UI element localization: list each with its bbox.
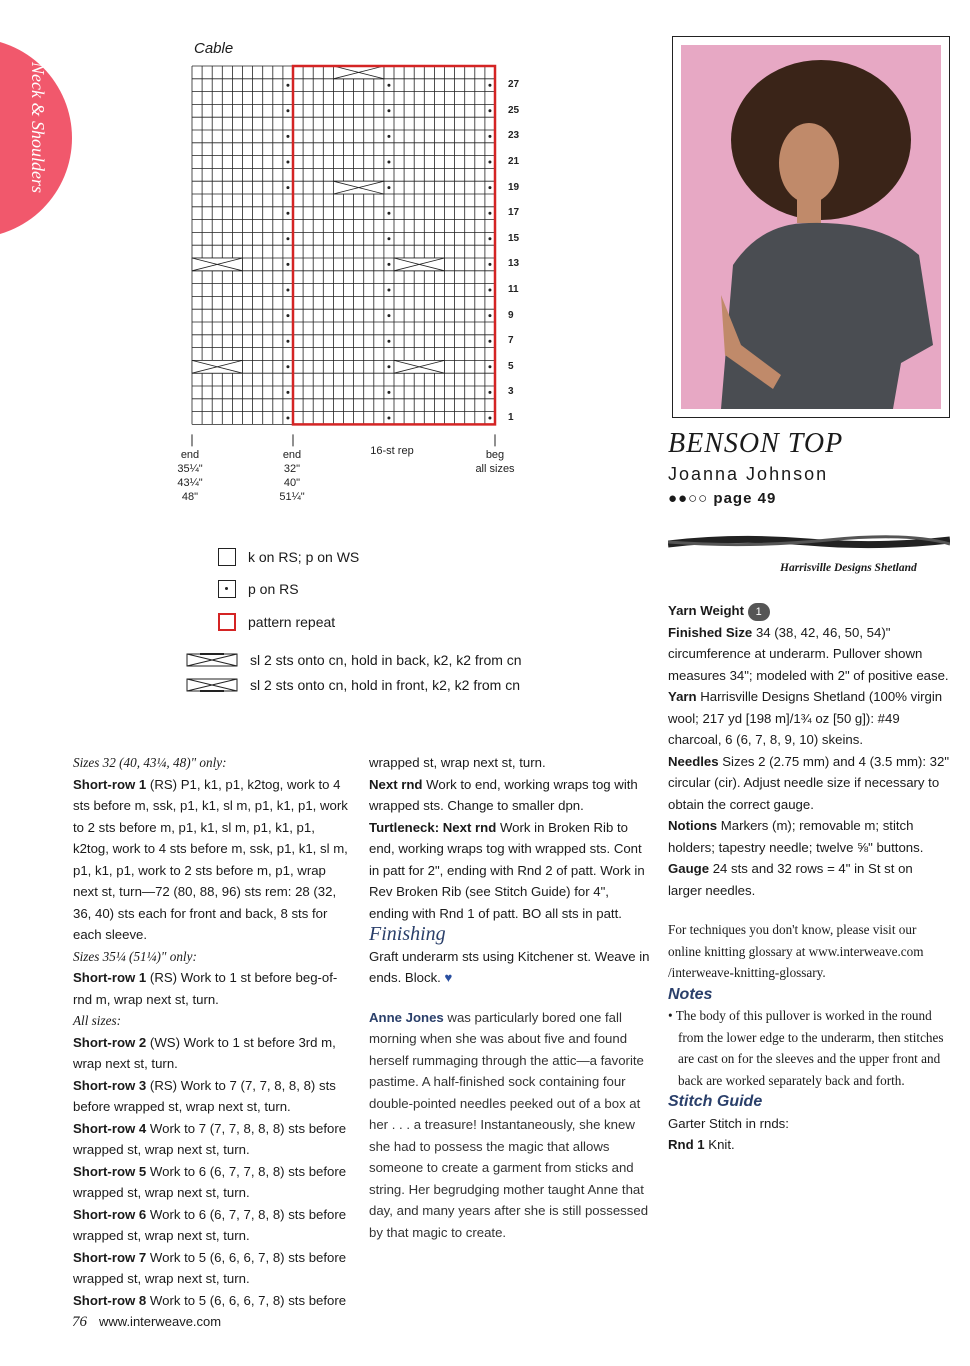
short-row-para: Short-row 1 (RS) P1, k1, p1, k2tog, work to 4 sts before m, ssk, p1, k1, sl m, p1, k1, p1, work to 2 sts before m, p1, k1, sl m, p1, k1, p1, k2tog, work to 4 sts before m, ssk, p1, k1, sl m, p1, k1, p1, work to 2 sts before m, p1, wrap next st, turn—72 (80, 88, 96) sts rem: 28 (32, 36, 40) sts each for front and back, 8 sts for each sleeve. bbox=[73, 776, 348, 942]
row-number: 9 bbox=[508, 309, 514, 321]
instructions-column-1 bbox=[73, 752, 353, 1311]
notes-heading: Notes bbox=[668, 985, 713, 1003]
rep-label: 16-st rep bbox=[370, 445, 414, 457]
model-photo bbox=[672, 36, 950, 418]
size-note: All sizes: bbox=[73, 1013, 121, 1028]
specs-column: Yarn Weight 1 Finished Size 34 (38, 42, 46, 50, 54)" circumference at underarm. Pullover shown measures 34"; modeled with 2" of positive ease. Yarn Harrisville Designs Shetland (100% virgin wool; 217 yd [198 m]/1¾ oz [50 g]): #49 charcoal, 6 (6, 7, 8, 9, 10) skeins. Needles Sizes 2 (2.75 mm) and 4 (3.5 mm): 32" circular (cir). Adjust needle size if necessary to obtain the correct gauge. Notions Markers (m); removable m; stitch holders; tapestry needle; twelve ⅝" buttons. Gauge 24 sts and 32 rows = 4" in St st on larger needles. For techniques you don't know, please visit our online knitting glossary at www.interweave.com /interweave-knitting-glossary. Notes • The body of this pullover is worked in the round from the lower edge to the underarm, then stitches are cast on for the sleeves and the upper front and back are worked separately back and forth. Stitch Guide Garter Stitch in rnds: Rnd 1 Knit. bbox=[668, 603, 950, 1152]
short-row-para: Short-row 2 (WS) Work to 1 st before 3rd m, wrap next st, turn. bbox=[73, 1034, 336, 1071]
page-number: 76 bbox=[72, 1314, 87, 1330]
chart-title: Cable bbox=[194, 40, 234, 57]
short-row-para: Short-row 3 (RS) Work to 7 (7, 7, 8, 8, 8) sts before wrapped st, wrap next st, turn. bbox=[73, 1077, 336, 1114]
empty-square-icon bbox=[218, 548, 236, 566]
legend-right-cross: sl 2 sts onto cn, hold in back, k2, k2 from cn bbox=[186, 652, 522, 668]
yarn-weight-icon: 1 bbox=[748, 603, 770, 621]
row-number: 7 bbox=[508, 335, 514, 347]
row-number: 13 bbox=[508, 258, 520, 270]
model-figure bbox=[681, 45, 941, 409]
row-number: 21 bbox=[508, 156, 520, 167]
instructions-column-2: wrapped st, wrap next st, turn. Next rnd Work to end, working wraps tog with wrapped sts. Change to smaller dpn. Turtleneck: Next rnd Work in Broken Rib to end, working wraps tog with wrapped sts. Cont in patt for 2", ending with Rnd 2 of patt. Work in Rev Broken Rib (see Stitch Guide) for 4", ending with Rnd 1 of patt. BO all sts in patt. Finishing Graft underarm sts using Kitchener st. Weave in ends. Block. ♥ Anne Jones was particularly bored one fall morning when she was about five and found herself rummaging through the attic—a favorite pastime. A half-finished sock containing four double-pointed needles peeked out of a box at her . . . a treasure! Instantaneously, she knew she had to possess the magic that allows someone to create a garment from sticks and string. Her begrudging mother taught Anne that day, and many years after she is still possessed by that magic to create. bbox=[369, 752, 651, 1243]
right-cross-icon bbox=[186, 653, 238, 667]
pattern-author: Joanna Johnson bbox=[668, 464, 829, 484]
row-number: 19 bbox=[508, 181, 520, 193]
red-square-icon bbox=[218, 613, 236, 631]
cable-chart bbox=[180, 60, 540, 460]
bottom-label-3: beg all sizes bbox=[475, 449, 515, 475]
legend-repeat: pattern repeat bbox=[218, 613, 335, 631]
designer-bio: Anne Jones was particularly bored one fall morning when she was about five and found herself rummaging through the attic—a favorite pastime. A half-finished sock containing four double-pointed needles peeked out of a box at her . . . a treasure! Instantaneously, she knew she had to possess the magic that allows someone to create a garment from sticks and string. Her begrudging mother taught Anne that day, and many years after she is still possessed by that magic to create. bbox=[369, 1009, 649, 1240]
bottom-label-2: end 32" 40" 51¼" bbox=[279, 449, 305, 503]
left-cross-icon bbox=[186, 678, 238, 692]
bottom-label-1: end 35¼" 43¼" 48" bbox=[177, 449, 203, 503]
pattern-title: BENSON TOP bbox=[668, 428, 844, 459]
row-number: 3 bbox=[508, 386, 514, 398]
notes-item: • The body of this pullover is worked in the round from the lower edge to the underarm, then stitches are cast on for the sleeves and the upper front and back are worked separately back and forth. bbox=[668, 1008, 944, 1088]
size-note: Sizes 35¼ (51¼)" only: bbox=[73, 948, 197, 964]
row-number: 1 bbox=[508, 412, 514, 423]
bullet-icon: • bbox=[668, 1008, 676, 1023]
row-number: 15 bbox=[508, 232, 520, 244]
finishing-heading: Finishing bbox=[369, 923, 446, 945]
short-row-para: Short-row 4 Work to 7 (7, 7, 8, 8, 8) sts before wrapped st, wrap next st, turn. bbox=[73, 1120, 347, 1157]
short-row-para: Short-row 6 Work to 6 (6, 7, 7, 8, 8) sts before wrapped st, wrap next st, turn. bbox=[73, 1206, 347, 1243]
short-row-para: Short-row 1 (RS) Work to 1 st before beg-of-rnd m, wrap next st, turn. bbox=[73, 970, 338, 1007]
legend-left-cross: sl 2 sts onto cn, hold in front, k2, k2 from cn bbox=[186, 677, 520, 693]
yarn-swatch bbox=[668, 530, 950, 556]
row-number: 11 bbox=[508, 284, 519, 295]
legend-purl: p on RS bbox=[218, 580, 299, 598]
short-row-para: Short-row 8 Work to 5 (6, 6, 6, 7, 8) sts before bbox=[73, 1292, 347, 1308]
skill-level: ●●○○ page 49 bbox=[668, 490, 777, 507]
footer-url: www.interweave.com bbox=[99, 1314, 222, 1329]
section-tab-label: Neck & Shoulders bbox=[28, 62, 48, 193]
row-number: 23 bbox=[508, 130, 520, 142]
row-number: 5 bbox=[508, 360, 514, 372]
row-number: 25 bbox=[508, 104, 520, 116]
row-number: 27 bbox=[508, 79, 520, 91]
page-footer bbox=[72, 1314, 221, 1331]
size-note: Sizes 32 (40, 43¼, 48)" only: bbox=[73, 755, 227, 770]
short-row-para: Short-row 5 Work to 6 (6, 7, 7, 8, 8) sts before wrapped st, wrap next st, turn. bbox=[73, 1163, 347, 1200]
heart-icon: ♥ bbox=[444, 970, 453, 985]
stitch-guide-heading: Stitch Guide bbox=[668, 1093, 763, 1110]
legend-knit: k on RS; p on WS bbox=[218, 548, 359, 566]
row-number: 17 bbox=[508, 207, 520, 219]
short-row-para: Short-row 7 Work to 5 (6, 6, 6, 7, 8) sts before wrapped st, wrap next st, turn. bbox=[73, 1249, 347, 1286]
yarn-caption: Harrisville Designs Shetland bbox=[780, 562, 917, 574]
dot-square-icon bbox=[218, 580, 236, 598]
skill-level-icon: ●●○○ bbox=[668, 490, 709, 507]
